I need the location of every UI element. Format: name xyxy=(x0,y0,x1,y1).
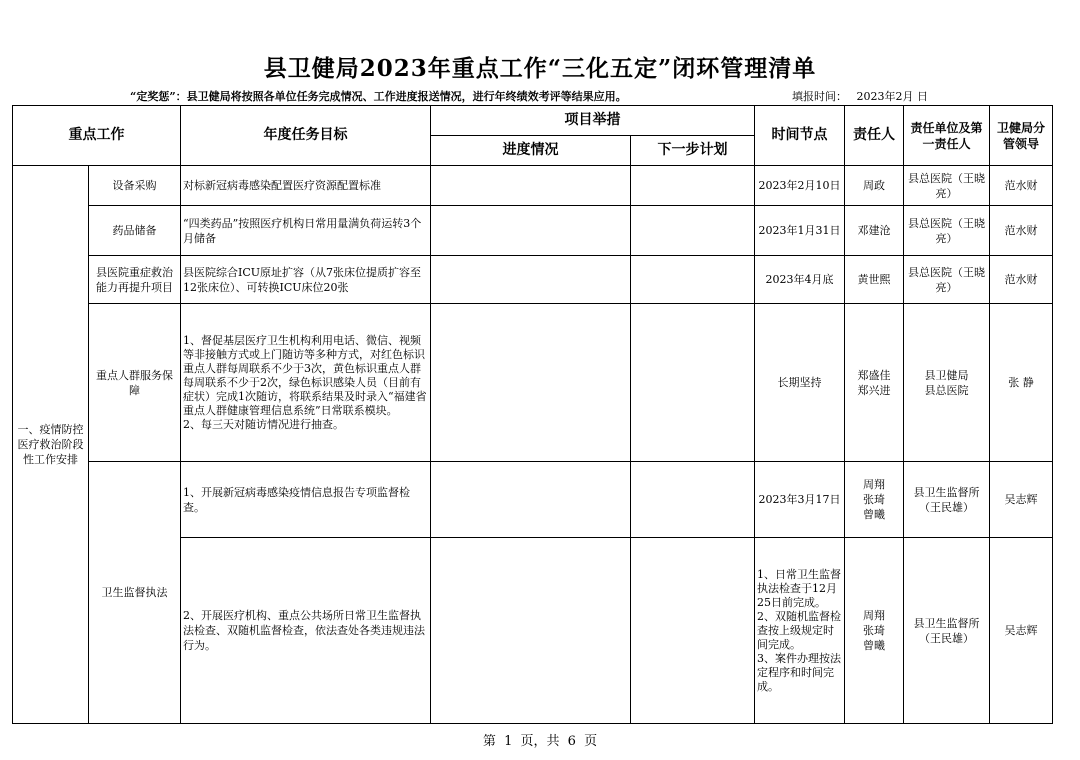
item-cell: 卫生监督执法 xyxy=(89,462,181,724)
page-title: 县卫健局2023年重点工作“三化五定”闭环管理清单 xyxy=(263,55,817,82)
unit-cell: 县卫健局 县总医院 xyxy=(904,304,990,462)
progress-cell[interactable] xyxy=(431,462,631,538)
item-cell: 设备采购 xyxy=(89,166,181,206)
item-cell: 县医院重症救治能力再提升项目 xyxy=(89,256,181,304)
person-cell: 邓建沧 xyxy=(845,206,904,256)
page-mid: 页，共 xyxy=(520,734,560,749)
time-cell: 长期坚持 xyxy=(755,304,845,462)
header-unit: 责任单位及第一责任人 xyxy=(904,106,990,166)
progress-cell[interactable] xyxy=(431,206,631,256)
report-time-label: 填报时间： xyxy=(792,90,847,103)
page-suffix: 页 xyxy=(584,734,598,749)
person-cell: 周翔 张琦 曾曦 xyxy=(845,538,904,724)
leader-cell: 吴志辉 xyxy=(990,538,1053,724)
unit-cell: 县总医院（王晓亮） xyxy=(904,256,990,304)
report-time-value: 2023年2月 日 xyxy=(856,90,928,103)
header-time-node: 时间节点 xyxy=(755,106,845,166)
page-current: 1 xyxy=(504,734,513,749)
next-plan-cell[interactable] xyxy=(631,462,755,538)
unit-cell: 县总医院（王晓亮） xyxy=(904,206,990,256)
header-progress: 进度情况 xyxy=(431,136,631,166)
header-key-work: 重点工作 xyxy=(13,106,181,166)
leader-cell: 范水财 xyxy=(990,256,1053,304)
time-cell: 1、日常卫生监督执法检查于12月25日前完成。 2、双随机监督检查按上级规定时间完成。 3、案件办理按法定程序和时间完成。 xyxy=(755,538,845,724)
next-plan-cell[interactable] xyxy=(631,256,755,304)
leader-cell: 张 静 xyxy=(990,304,1053,462)
page-footer xyxy=(0,730,1080,749)
person-cell: 周翔 张琦 曾曦 xyxy=(845,462,904,538)
report-time xyxy=(792,88,934,104)
leader-cell: 吴志辉 xyxy=(990,462,1053,538)
unit-cell: 县卫生监督所（王民雄） xyxy=(904,462,990,538)
goal-cell: 2、开展医疗机构、重点公共场所日常卫生监督执法检查、双随机监督检查，依法查处各类违规违法行为。 xyxy=(181,538,431,724)
table-row xyxy=(13,304,1053,462)
person-cell: 黄世熙 xyxy=(845,256,904,304)
time-cell: 2023年3月17日 xyxy=(755,462,845,538)
page-prefix: 第 xyxy=(482,734,496,749)
goal-cell: 对标新冠病毒感染配置医疗资源配置标准 xyxy=(181,166,431,206)
goal-cell: 1、督促基层医疗卫生机构利用电话、微信、视频等非接触方式或上门随访等多种方式，对红色标识重点人群每周联系不少于3次，黄色标识重点人群每周联系不少于2次，绿色标识感染人员（目前有症状）完成1次随访，将联系结果及时录入“福建省重点人群健康管理信息系统”日常联系模块。 2、每三天对随访情况进行抽查。 xyxy=(181,304,431,462)
table-row xyxy=(13,462,1053,538)
header-leader: 卫健局分管领导 xyxy=(990,106,1053,166)
next-plan-cell[interactable] xyxy=(631,166,755,206)
time-cell: 2023年2月10日 xyxy=(755,166,845,206)
person-cell: 郑盛佳 郑兴进 xyxy=(845,304,904,462)
leader-cell: 范水财 xyxy=(990,166,1053,206)
next-plan-cell[interactable] xyxy=(631,206,755,256)
goal-cell: 1、开展新冠病毒感染疫情信息报告专项监督检查。 xyxy=(181,462,431,538)
time-cell: 2023年4月底 xyxy=(755,256,845,304)
time-cell: 2023年1月31日 xyxy=(755,206,845,256)
header-responsible: 责任人 xyxy=(845,106,904,166)
goal-cell: 县医院综合ICU原址扩容（从7张床位提质扩容至12张床位）、可转换ICU床位20张 xyxy=(181,256,431,304)
header-measures: 项目举措 xyxy=(431,106,755,136)
item-cell: 药品储备 xyxy=(89,206,181,256)
work-list-table xyxy=(12,105,1053,724)
next-plan-cell[interactable] xyxy=(631,304,755,462)
table-row xyxy=(13,206,1053,256)
leader-cell: 范水财 xyxy=(990,206,1053,256)
progress-cell[interactable] xyxy=(431,538,631,724)
goal-cell: “四类药品”按照医疗机构日常用量满负荷运转3个月储备 xyxy=(181,206,431,256)
unit-cell: 县总医院（王晓亮） xyxy=(904,166,990,206)
header-next-plan: 下一步计划 xyxy=(631,136,755,166)
page-total: 6 xyxy=(567,734,576,749)
header-annual-goal: 年度任务目标 xyxy=(181,106,431,166)
reward-note: “定奖惩”：县卫健局将按照各单位任务完成情况、工作进度报送情况，进行年终绩效考评等结果应用。 xyxy=(130,90,627,103)
table-row xyxy=(13,256,1053,304)
category-cell: 一、疫情防控医疗救治阶段性工作安排 xyxy=(13,166,89,724)
next-plan-cell[interactable] xyxy=(631,538,755,724)
progress-cell[interactable] xyxy=(431,166,631,206)
progress-cell[interactable] xyxy=(431,304,631,462)
person-cell: 周政 xyxy=(845,166,904,206)
item-cell: 重点人群服务保障 xyxy=(89,304,181,462)
unit-cell: 县卫生监督所（王民雄） xyxy=(904,538,990,724)
table-row xyxy=(13,166,1053,206)
progress-cell[interactable] xyxy=(431,256,631,304)
